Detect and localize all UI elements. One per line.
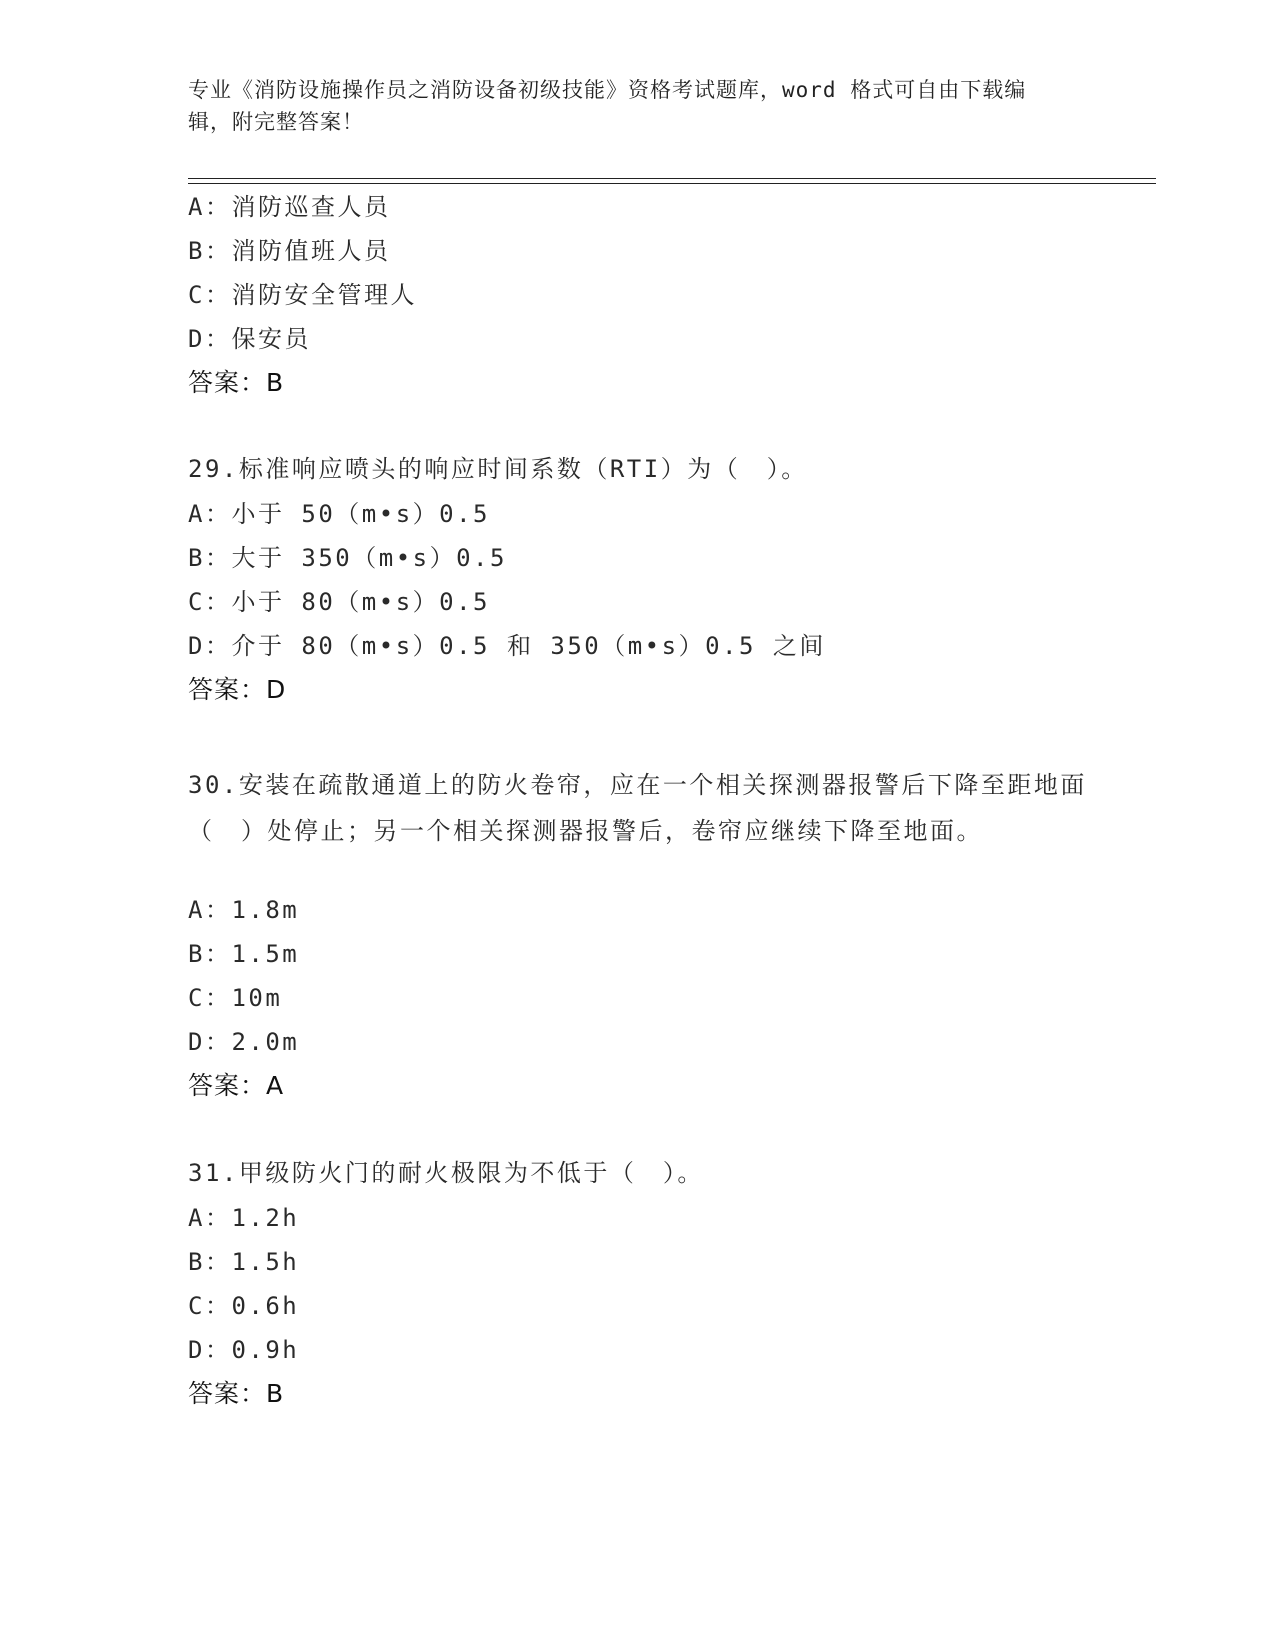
q30-answer: 答案：A [188,1071,285,1100]
q31-question: 31.甲级防火门的耐火极限为不低于（ ）。 [188,1159,704,1187]
document-header: 专业《消防设施操作员之消防设备初级技能》资格考试题库，word 格式可自由下载编辑，附完整答案！ [188,78,1027,134]
q31-answer: 答案：B [188,1379,285,1408]
q30-question: 30.安装在疏散通道上的防火卷帘，应在一个相关探测器报警后下降至距地面（ ）处停止；另一个相关探测器报警后，卷帘应继续下降至地面。 [188,771,1087,845]
q30-option-b: B：1.5m [188,940,300,968]
q28-answer: 答案：B [188,368,285,397]
q29-question: 29.标准响应喷头的响应时间系数（RTI）为（ ）。 [188,455,808,483]
q28-option-a: A：消防巡查人员 [188,193,391,221]
q30-option-a: A：1.8m [188,896,300,924]
q31-option-a: A：1.2h [188,1204,300,1232]
q29-option-b: B：大于 350（m•s）0.5 [188,544,507,572]
q29-option-d: D：介于 80（m•s）0.5 和 350（m•s）0.5 之间 [188,632,826,660]
q29-option-a: A：小于 50（m•s）0.5 [188,500,490,528]
q28-option-b: B：消防值班人员 [188,237,391,265]
q30-option-d: D：2.0m [188,1028,300,1056]
header-divider-top [188,178,1156,179]
q28-option-c: C：消防安全管理人 [188,281,417,309]
q31-option-b: B：1.5h [188,1248,300,1276]
q29-option-c: C：小于 80（m•s）0.5 [188,588,490,616]
header-divider-bottom [188,183,1156,184]
q31-option-c: C：0.6h [188,1292,300,1320]
q28-option-d: D：保安员 [188,325,311,353]
q29-answer: 答案：D [188,675,287,704]
q31-option-d: D：0.9h [188,1336,300,1364]
q30-option-c: C：10m [188,984,283,1012]
